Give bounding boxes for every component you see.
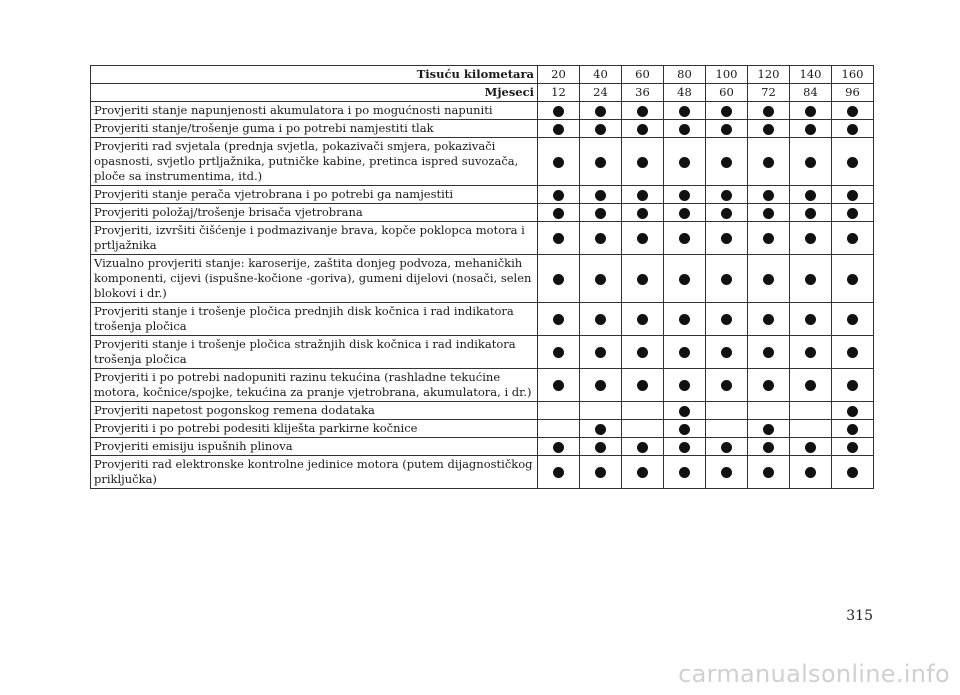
- check-dot-icon: [721, 347, 732, 358]
- interval-cell: [538, 204, 580, 222]
- check-dot-icon: [679, 157, 690, 168]
- page-number: 315: [846, 608, 873, 624]
- check-dot-icon: [847, 157, 858, 168]
- interval-cell: [790, 420, 832, 438]
- table-row: [91, 138, 874, 186]
- check-dot-icon: [553, 347, 564, 358]
- interval-cell: [622, 369, 664, 402]
- check-dot-icon: [553, 314, 564, 325]
- check-dot-icon: [763, 233, 774, 244]
- interval-cell: [664, 186, 706, 204]
- check-dot-icon: [847, 190, 858, 201]
- months-value: 36: [622, 84, 664, 102]
- check-dot-icon: [637, 467, 648, 478]
- check-dot-icon: [763, 106, 774, 117]
- check-dot-icon: [679, 106, 690, 117]
- interval-cell: [580, 138, 622, 186]
- task-description: Provjeriti, izvršiti čišćenje i podmazivanje brava, kopče poklopca motora i prtljažnika: [91, 222, 538, 255]
- interval-cell: [622, 336, 664, 369]
- check-dot-icon: [595, 314, 606, 325]
- check-dot-icon: [847, 347, 858, 358]
- interval-cell: [580, 204, 622, 222]
- header-row-km: [91, 66, 874, 84]
- check-dot-icon: [637, 124, 648, 135]
- interval-cell: [664, 204, 706, 222]
- table-row: [91, 120, 874, 138]
- months-value: 72: [748, 84, 790, 102]
- check-dot-icon: [595, 442, 606, 453]
- schedule-body: [91, 66, 874, 489]
- check-dot-icon: [805, 106, 816, 117]
- check-dot-icon: [805, 233, 816, 244]
- check-dot-icon: [763, 190, 774, 201]
- check-dot-icon: [679, 347, 690, 358]
- check-dot-icon: [847, 380, 858, 391]
- table-row: [91, 255, 874, 303]
- check-dot-icon: [805, 442, 816, 453]
- task-description: Vizualno provjeriti stanje: karoserije, zaštita donjeg podvoza, mehaničkih komponenti, cijevi (ispušne-kočione -goriva), gumeni dijelovi (nosači, selen blokovi i dr.): [91, 255, 538, 303]
- interval-cell: [748, 255, 790, 303]
- task-description: Provjeriti napetost pogonskog remena dodataka: [91, 402, 538, 420]
- months-value: 96: [832, 84, 874, 102]
- check-dot-icon: [763, 157, 774, 168]
- check-dot-icon: [637, 106, 648, 117]
- check-dot-icon: [637, 233, 648, 244]
- interval-cell: [790, 336, 832, 369]
- interval-cell: [580, 186, 622, 204]
- interval-cell: [538, 336, 580, 369]
- check-dot-icon: [679, 406, 690, 417]
- check-dot-icon: [763, 380, 774, 391]
- table-row: [91, 438, 874, 456]
- interval-cell: [580, 222, 622, 255]
- interval-cell: [580, 255, 622, 303]
- interval-cell: [580, 303, 622, 336]
- interval-cell: [622, 186, 664, 204]
- interval-cell: [538, 120, 580, 138]
- check-dot-icon: [679, 424, 690, 435]
- check-dot-icon: [847, 442, 858, 453]
- interval-cell: [580, 456, 622, 489]
- check-dot-icon: [637, 442, 648, 453]
- task-description: Provjeriti i po potrebi nadopuniti razinu tekućina (rashladne tekućine motora, kočnice/spojke, tekućina za pranje vjetrobrana, akumulatora, i dr.): [91, 369, 538, 402]
- table-row: [91, 204, 874, 222]
- check-dot-icon: [721, 442, 732, 453]
- check-dot-icon: [595, 424, 606, 435]
- interval-cell: [832, 369, 874, 402]
- check-dot-icon: [763, 274, 774, 285]
- interval-cell: [748, 402, 790, 420]
- interval-cell: [790, 120, 832, 138]
- interval-cell: [664, 120, 706, 138]
- check-dot-icon: [553, 157, 564, 168]
- check-dot-icon: [721, 233, 732, 244]
- check-dot-icon: [553, 233, 564, 244]
- check-dot-icon: [847, 406, 858, 417]
- km-label: Tisuću kilometara: [91, 66, 538, 84]
- check-dot-icon: [637, 347, 648, 358]
- interval-cell: [538, 138, 580, 186]
- months-value: 48: [664, 84, 706, 102]
- table-row: [91, 402, 874, 420]
- interval-cell: [832, 204, 874, 222]
- check-dot-icon: [721, 467, 732, 478]
- check-dot-icon: [847, 233, 858, 244]
- check-dot-icon: [805, 124, 816, 135]
- check-dot-icon: [805, 380, 816, 391]
- interval-cell: [832, 420, 874, 438]
- check-dot-icon: [637, 157, 648, 168]
- check-dot-icon: [847, 124, 858, 135]
- table-row: [91, 420, 874, 438]
- interval-cell: [664, 102, 706, 120]
- table-row: [91, 222, 874, 255]
- interval-cell: [706, 222, 748, 255]
- interval-cell: [580, 102, 622, 120]
- interval-cell: [622, 120, 664, 138]
- check-dot-icon: [553, 208, 564, 219]
- interval-cell: [538, 186, 580, 204]
- check-dot-icon: [595, 190, 606, 201]
- check-dot-icon: [805, 314, 816, 325]
- check-dot-icon: [595, 347, 606, 358]
- check-dot-icon: [679, 274, 690, 285]
- km-value: 40: [580, 66, 622, 84]
- interval-cell: [832, 120, 874, 138]
- check-dot-icon: [847, 274, 858, 285]
- interval-cell: [832, 138, 874, 186]
- interval-cell: [538, 438, 580, 456]
- interval-cell: [790, 222, 832, 255]
- months-value: 84: [790, 84, 832, 102]
- check-dot-icon: [805, 190, 816, 201]
- site-watermark: carmanualsonline.info: [678, 660, 950, 688]
- interval-cell: [748, 222, 790, 255]
- check-dot-icon: [595, 233, 606, 244]
- interval-cell: [832, 402, 874, 420]
- interval-cell: [832, 303, 874, 336]
- interval-cell: [706, 255, 748, 303]
- check-dot-icon: [805, 208, 816, 219]
- check-dot-icon: [679, 314, 690, 325]
- check-dot-icon: [763, 424, 774, 435]
- interval-cell: [790, 303, 832, 336]
- km-value: 80: [664, 66, 706, 84]
- check-dot-icon: [595, 106, 606, 117]
- interval-cell: [790, 186, 832, 204]
- interval-cell: [538, 222, 580, 255]
- check-dot-icon: [763, 442, 774, 453]
- check-dot-icon: [637, 190, 648, 201]
- interval-cell: [664, 420, 706, 438]
- check-dot-icon: [553, 106, 564, 117]
- interval-cell: [580, 420, 622, 438]
- interval-cell: [580, 402, 622, 420]
- check-dot-icon: [595, 380, 606, 391]
- interval-cell: [748, 102, 790, 120]
- interval-cell: [538, 303, 580, 336]
- interval-cell: [622, 204, 664, 222]
- interval-cell: [622, 222, 664, 255]
- check-dot-icon: [721, 190, 732, 201]
- interval-cell: [706, 138, 748, 186]
- interval-cell: [538, 420, 580, 438]
- interval-cell: [790, 456, 832, 489]
- maintenance-schedule-table: [90, 65, 874, 489]
- check-dot-icon: [847, 106, 858, 117]
- interval-cell: [538, 369, 580, 402]
- interval-cell: [706, 102, 748, 120]
- check-dot-icon: [721, 274, 732, 285]
- check-dot-icon: [595, 274, 606, 285]
- km-value: 160: [832, 66, 874, 84]
- interval-cell: [706, 369, 748, 402]
- months-label: Mjeseci: [91, 84, 538, 102]
- interval-cell: [748, 303, 790, 336]
- months-value: 60: [706, 84, 748, 102]
- interval-cell: [832, 438, 874, 456]
- check-dot-icon: [721, 380, 732, 391]
- interval-cell: [622, 420, 664, 438]
- check-dot-icon: [721, 157, 732, 168]
- check-dot-icon: [721, 124, 732, 135]
- check-dot-icon: [553, 124, 564, 135]
- check-dot-icon: [763, 208, 774, 219]
- check-dot-icon: [595, 208, 606, 219]
- interval-cell: [706, 456, 748, 489]
- interval-cell: [622, 303, 664, 336]
- check-dot-icon: [721, 314, 732, 325]
- interval-cell: [748, 438, 790, 456]
- table-row: [91, 456, 874, 489]
- interval-cell: [538, 102, 580, 120]
- interval-cell: [622, 138, 664, 186]
- interval-cell: [706, 336, 748, 369]
- check-dot-icon: [805, 347, 816, 358]
- check-dot-icon: [637, 208, 648, 219]
- interval-cell: [748, 369, 790, 402]
- interval-cell: [748, 420, 790, 438]
- interval-cell: [622, 102, 664, 120]
- task-description: Provjeriti emisiju ispušnih plinova: [91, 438, 538, 456]
- interval-cell: [706, 204, 748, 222]
- task-description: Provjeriti rad elektronske kontrolne jedinice motora (putem dijagnostičkog priključka): [91, 456, 538, 489]
- check-dot-icon: [679, 442, 690, 453]
- table-row: [91, 102, 874, 120]
- table-row: [91, 303, 874, 336]
- interval-cell: [748, 138, 790, 186]
- interval-cell: [664, 138, 706, 186]
- interval-cell: [832, 102, 874, 120]
- check-dot-icon: [805, 157, 816, 168]
- check-dot-icon: [847, 467, 858, 478]
- interval-cell: [706, 402, 748, 420]
- task-description: Provjeriti stanje perača vjetrobrana i po potrebi ga namjestiti: [91, 186, 538, 204]
- interval-cell: [748, 120, 790, 138]
- check-dot-icon: [763, 467, 774, 478]
- header-row-months: [91, 84, 874, 102]
- task-description: Provjeriti stanje i trošenje pločica prednjih disk kočnica i rad indikatora trošenja pločica: [91, 303, 538, 336]
- check-dot-icon: [595, 124, 606, 135]
- interval-cell: [832, 255, 874, 303]
- check-dot-icon: [553, 467, 564, 478]
- check-dot-icon: [553, 380, 564, 391]
- months-value: 24: [580, 84, 622, 102]
- interval-cell: [538, 456, 580, 489]
- interval-cell: [706, 120, 748, 138]
- check-dot-icon: [805, 274, 816, 285]
- check-dot-icon: [721, 208, 732, 219]
- interval-cell: [790, 255, 832, 303]
- interval-cell: [790, 402, 832, 420]
- interval-cell: [622, 402, 664, 420]
- interval-cell: [706, 186, 748, 204]
- interval-cell: [790, 438, 832, 456]
- interval-cell: [538, 255, 580, 303]
- interval-cell: [790, 102, 832, 120]
- check-dot-icon: [847, 424, 858, 435]
- check-dot-icon: [679, 208, 690, 219]
- km-value: 20: [538, 66, 580, 84]
- check-dot-icon: [637, 314, 648, 325]
- task-description: Provjeriti stanje/trošenje guma i po potrebi namjestiti tlak: [91, 120, 538, 138]
- interval-cell: [622, 438, 664, 456]
- check-dot-icon: [637, 274, 648, 285]
- interval-cell: [832, 222, 874, 255]
- km-value: 60: [622, 66, 664, 84]
- check-dot-icon: [763, 347, 774, 358]
- interval-cell: [790, 204, 832, 222]
- km-value: 100: [706, 66, 748, 84]
- interval-cell: [664, 255, 706, 303]
- check-dot-icon: [721, 106, 732, 117]
- check-dot-icon: [679, 467, 690, 478]
- interval-cell: [664, 456, 706, 489]
- check-dot-icon: [595, 157, 606, 168]
- check-dot-icon: [679, 190, 690, 201]
- interval-cell: [664, 402, 706, 420]
- task-description: Provjeriti stanje i trošenje pločica stražnjih disk kočnica i rad indikatora trošenja pločica: [91, 336, 538, 369]
- interval-cell: [748, 186, 790, 204]
- interval-cell: [832, 186, 874, 204]
- interval-cell: [748, 456, 790, 489]
- interval-cell: [664, 222, 706, 255]
- interval-cell: [832, 336, 874, 369]
- check-dot-icon: [847, 208, 858, 219]
- months-value: 12: [538, 84, 580, 102]
- interval-cell: [664, 303, 706, 336]
- interval-cell: [706, 420, 748, 438]
- check-dot-icon: [553, 190, 564, 201]
- check-dot-icon: [763, 124, 774, 135]
- interval-cell: [748, 336, 790, 369]
- interval-cell: [538, 402, 580, 420]
- interval-cell: [790, 369, 832, 402]
- check-dot-icon: [595, 467, 606, 478]
- interval-cell: [580, 438, 622, 456]
- interval-cell: [664, 336, 706, 369]
- table-row: [91, 369, 874, 402]
- check-dot-icon: [553, 274, 564, 285]
- check-dot-icon: [637, 380, 648, 391]
- table-row: [91, 336, 874, 369]
- interval-cell: [664, 438, 706, 456]
- interval-cell: [790, 138, 832, 186]
- interval-cell: [706, 303, 748, 336]
- km-value: 140: [790, 66, 832, 84]
- check-dot-icon: [679, 124, 690, 135]
- interval-cell: [622, 456, 664, 489]
- interval-cell: [748, 204, 790, 222]
- task-description: Provjeriti rad svjetala (prednja svjetla, pokazivači smjera, pokazivači opasnosti, svjetlo prtljažnika, putničke kabine, pretinca ispred suvozača, ploče sa instrumentima, itd.): [91, 138, 538, 186]
- interval-cell: [664, 369, 706, 402]
- check-dot-icon: [679, 380, 690, 391]
- check-dot-icon: [763, 314, 774, 325]
- interval-cell: [580, 120, 622, 138]
- task-description: Provjeriti i po potrebi podesiti kliješta parkirne kočnice: [91, 420, 538, 438]
- check-dot-icon: [805, 467, 816, 478]
- interval-cell: [706, 438, 748, 456]
- table-row: [91, 186, 874, 204]
- interval-cell: [832, 456, 874, 489]
- check-dot-icon: [679, 233, 690, 244]
- check-dot-icon: [847, 314, 858, 325]
- check-dot-icon: [553, 442, 564, 453]
- interval-cell: [622, 255, 664, 303]
- task-description: Provjeriti položaj/trošenje brisača vjetrobrana: [91, 204, 538, 222]
- km-value: 120: [748, 66, 790, 84]
- interval-cell: [580, 369, 622, 402]
- task-description: Provjeriti stanje napunjenosti akumulatora i po mogućnosti napuniti: [91, 102, 538, 120]
- interval-cell: [580, 336, 622, 369]
